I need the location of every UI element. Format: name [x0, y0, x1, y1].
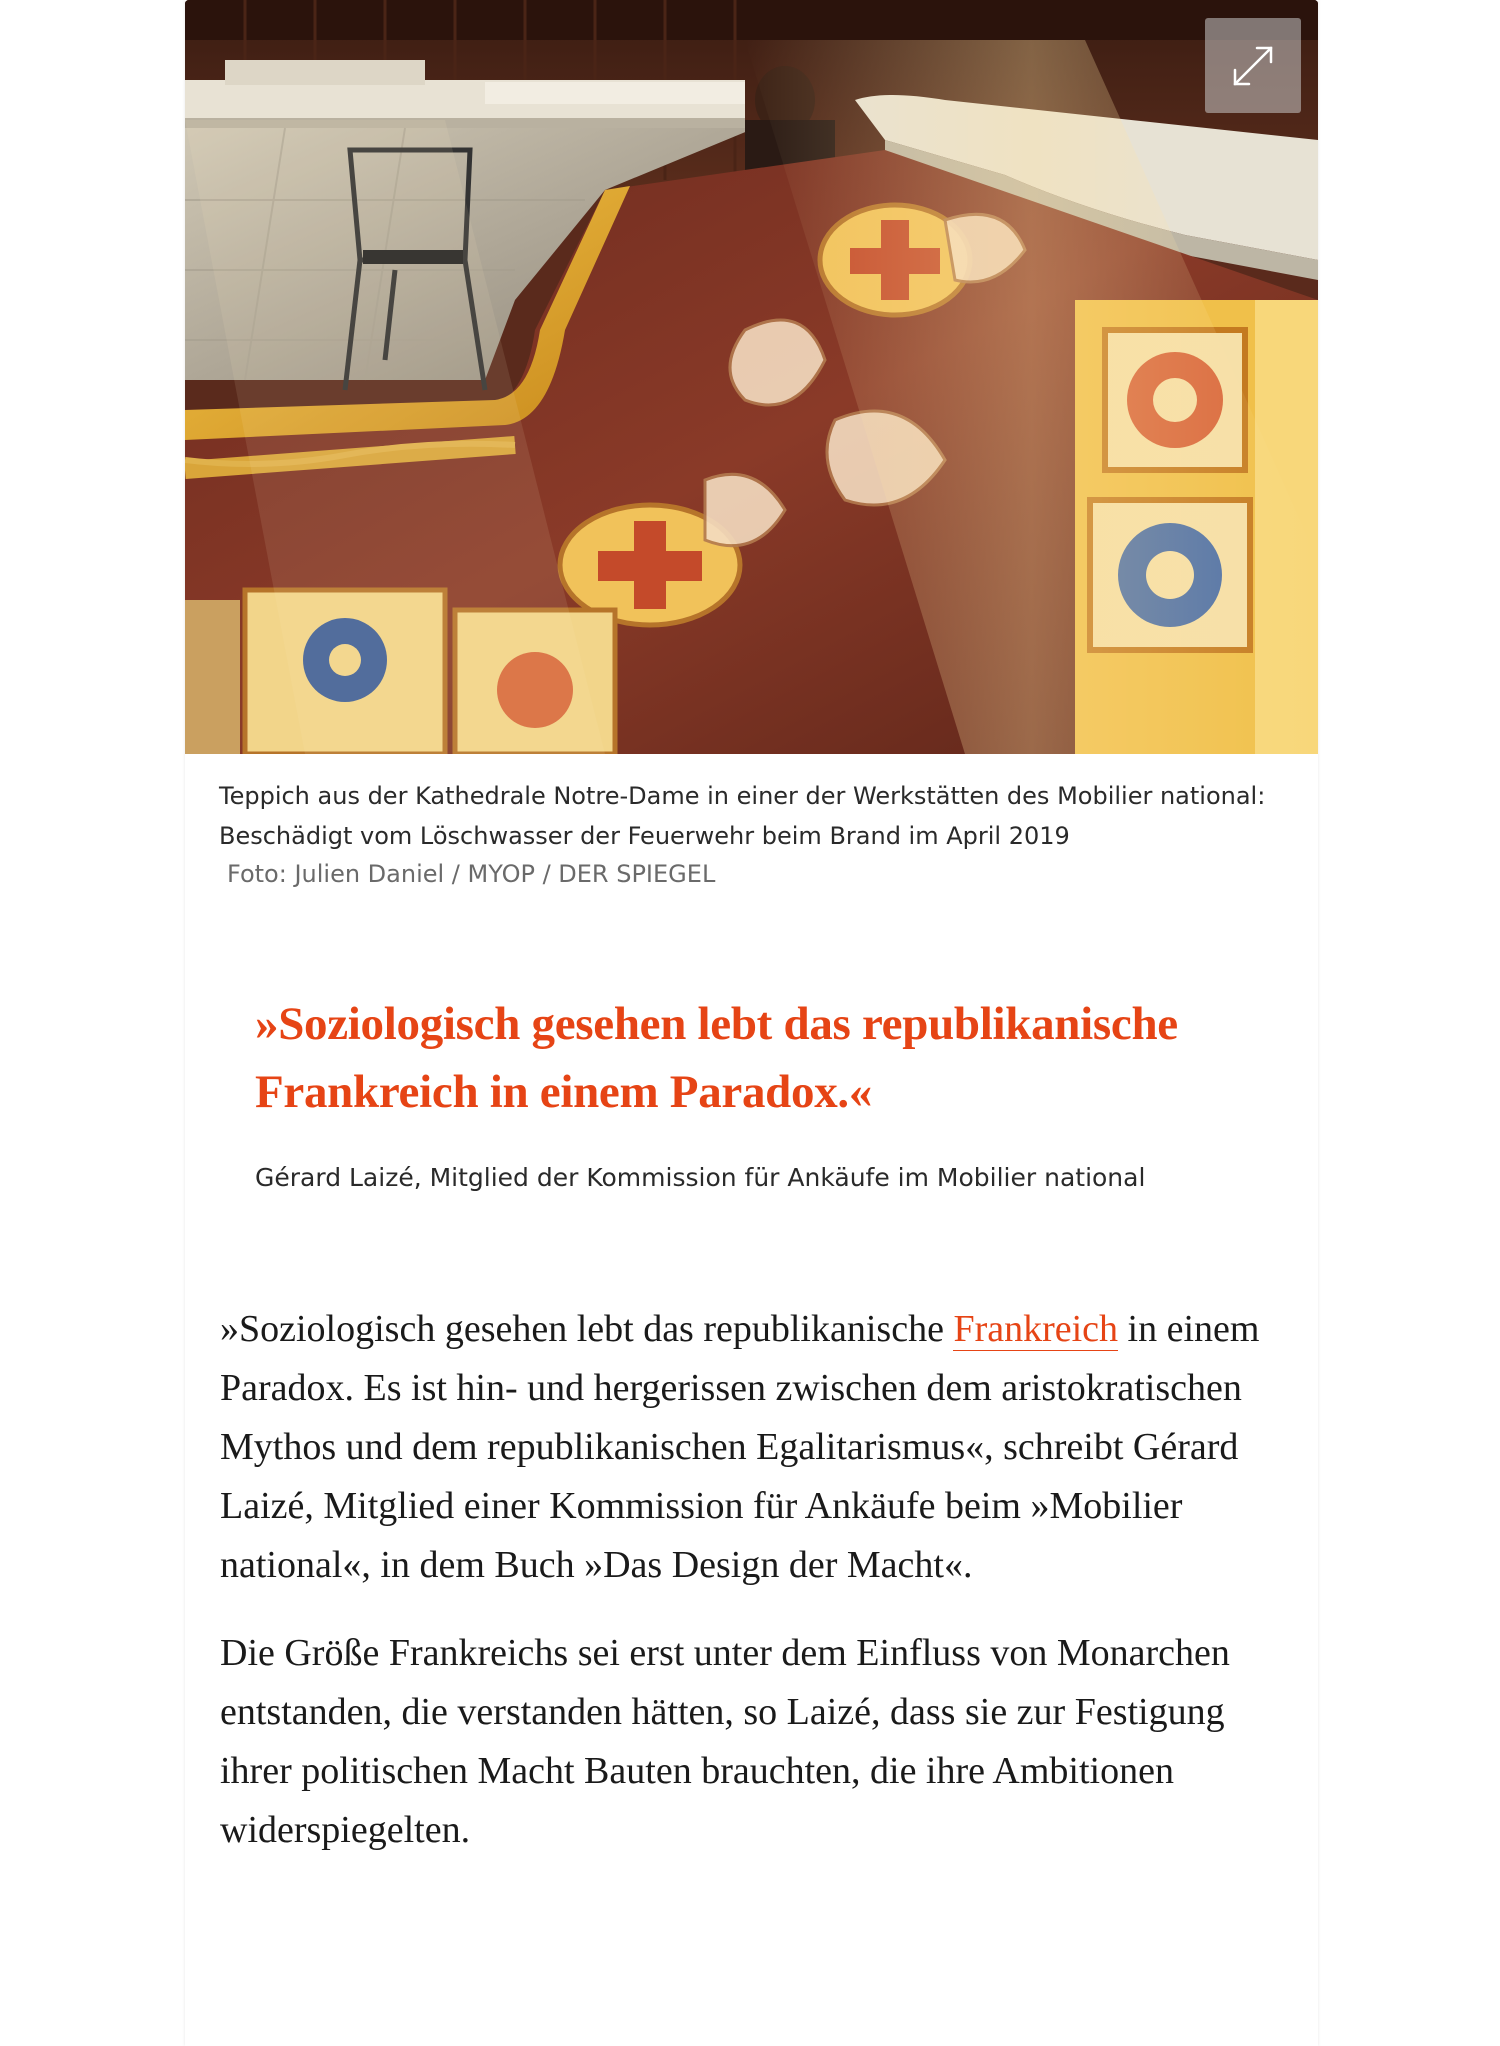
pull-quote: »Soziologisch gesehen lebt das republikanische Frankreich in einem Paradox.«: [255, 998, 1178, 1118]
carpet-photo: [185, 0, 1318, 754]
paragraph-text: in einem Paradox. Es ist hin- und hergerissen zwischen dem aristokratischen Mythos und dem republikanischen Egalitarismus«, schreibt Gérard Laizé, Mitglied einer Kommission für Ankäufe beim »Mobilier national«, in dem Buch »Das Design der Macht«.: [220, 1308, 1260, 1586]
article-card: [185, 0, 1318, 2046]
photo-credit: Foto: Julien Daniel / MYOP / DER SPIEGEL: [227, 860, 716, 888]
quote-source: Gérard Laizé, Mitglied der Kommission für Ankäufe im Mobilier national: [255, 1163, 1146, 1192]
paragraph-text: »Soziologisch gesehen lebt das republikanische: [220, 1308, 954, 1350]
caption-text: Teppich aus der Kathedrale Notre-Dame in einer der Werkstätten des Mobilier national: Beschädigt vom Löschwasser der Feuerwehr beim Brand im April 2019: [219, 782, 1266, 850]
paragraph: Die Größe Frankreichs sei erst unter dem Einfluss von Monarchen entstanden, die verstanden hätten, so Laizé, dass sie zur Festigung ihrer politischen Macht Bauten brauchten, die ihre Ambitionen widerspiegelten.: [220, 1632, 1230, 1851]
expand-arrows-icon: [1227, 40, 1279, 92]
expand-image-button[interactable]: [1205, 18, 1301, 113]
article-body: [220, 1300, 1290, 1889]
paragraph: [220, 1300, 1290, 1595]
image-caption: [219, 776, 1279, 892]
link-frankreich[interactable]: Frankreich: [953, 1308, 1119, 1350]
hero-image[interactable]: [185, 0, 1318, 754]
